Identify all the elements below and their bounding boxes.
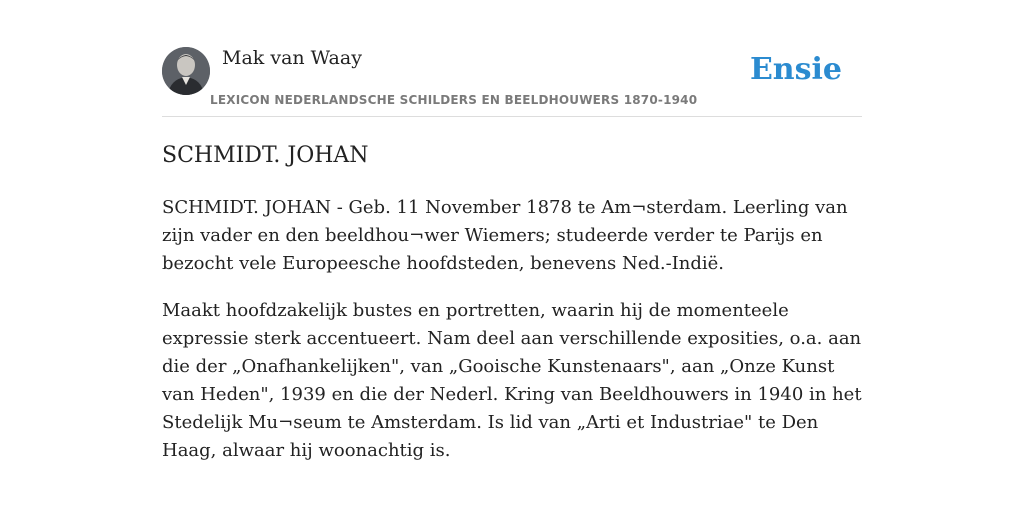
lexicon-title[interactable]: LEXICON NEDERLANDSCHE SCHILDERS EN BEELDHOUWERS 1870-1940 — [210, 93, 698, 107]
portrait-image — [162, 47, 210, 95]
author-avatar[interactable] — [162, 47, 210, 95]
author-name[interactable]: Mak van Waay — [222, 47, 362, 69]
article-paragraph-2: Maakt hoofdzakelijk bustes en portretten, waarin hij de momenteele expressie sterk accentueert. Nam deel aan verschillende exposities, o.a. aan die der „Onafhankelijken", van „Gooische Kunstenaars", aan „Onze Kunst van Heden", 1939 en die der Nederl. Kring van Beeldhouwers in 1940 in het Stedelijk Mu¬seum te Amsterdam. Is lid van „Arti et Industriae" te Den Haag, alwaar hij woonachtig is. — [162, 300, 862, 461]
page-header — [162, 46, 862, 117]
page-container — [162, 46, 862, 465]
article-paragraph-1: SCHMIDT. JOHAN - Geb. 11 November 1878 te Am¬sterdam. Leerling van zijn vader en den beeldhou¬wer Wiemers; studeerde verder te Parijs en bezocht vele Europeesche hoofdsteden, benevens Ned.-Indië. — [162, 197, 848, 274]
brand-logo[interactable]: Ensie — [749, 52, 842, 87]
article-title: SCHMIDT. JOHAN — [162, 143, 369, 168]
